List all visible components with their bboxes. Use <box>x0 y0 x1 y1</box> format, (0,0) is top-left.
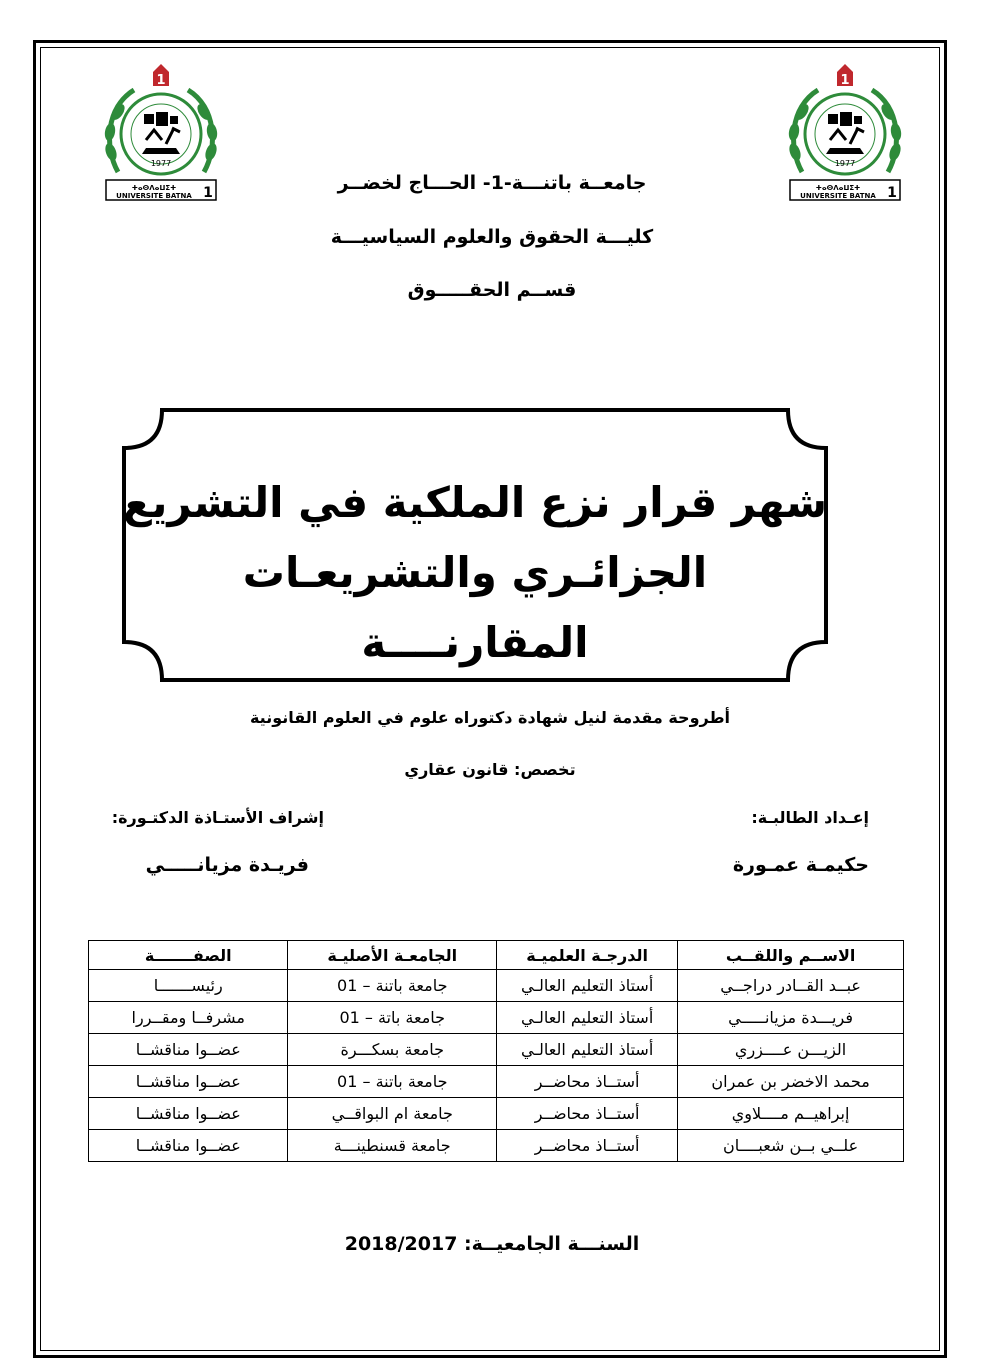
jury-rank: أستاذ التعليم العالـي <box>497 1034 678 1066</box>
table-row <box>89 1034 904 1066</box>
svg-text:1: 1 <box>156 73 166 88</box>
jury-university: جامعة باتة – 01 <box>288 1002 497 1034</box>
thesis-title-line-2: الجزائـري والتشريعـات المقارنــــة <box>242 548 708 667</box>
thesis-title-line-1: شهر قرار نزع الملكية في التشريع <box>122 478 828 527</box>
specialty: تخصص: قانون عقاري <box>404 760 576 779</box>
thesis-title <box>122 468 828 678</box>
table-row <box>89 970 904 1002</box>
jury-name: محمد الاخضر بن عمران <box>678 1066 904 1098</box>
svg-text:UNIVERSITE BATNA: UNIVERSITE BATNA <box>800 192 876 200</box>
jury-rank: أستــاذ محاضــر <box>497 1130 678 1162</box>
table-row <box>89 1130 904 1162</box>
jury-header-row <box>89 941 904 970</box>
jury-role: مشرفــا ومقــررا <box>89 1002 288 1034</box>
jury-university: جامعة بسكـــرة <box>288 1034 497 1066</box>
jury-role: عضــوا مناقشــا <box>89 1130 288 1162</box>
svg-text:1977: 1977 <box>834 159 856 168</box>
jury-name: إبراهيــم مــــلاوي <box>678 1098 904 1130</box>
jury-name: الزيـــن عــــزري <box>678 1034 904 1066</box>
svg-text:1: 1 <box>887 185 897 201</box>
header-name: الاســم واللقــب <box>678 941 904 970</box>
svg-text:ⵜⴰⵙⴷⴰⵡⵉⵜ: ⵜⴰⵙⴷⴰⵡⵉⵜ <box>815 184 861 192</box>
jury-name: فريـــدة مزيانـــــي <box>678 1002 904 1034</box>
jury-name: علــي بــن شعبــــان <box>678 1130 904 1162</box>
jury-role: عضــوا مناقشــا <box>89 1066 288 1098</box>
student-name: حكيمـة عمـورة <box>732 854 869 876</box>
table-row <box>89 1002 904 1034</box>
jury-rank: أستاذ التعليم العالـي <box>497 1002 678 1034</box>
header-university: الجامعـة الأصليـة <box>288 941 497 970</box>
svg-text:1: 1 <box>840 73 850 88</box>
svg-text:1: 1 <box>203 185 213 201</box>
jury-role: عضــوا مناقشــا <box>89 1098 288 1130</box>
svg-text:UNIVERSITE BATNA: UNIVERSITE BATNA <box>116 192 192 200</box>
jury-university: جامعة باتنة – 01 <box>288 1066 497 1098</box>
university-name: جامعــة باتنـــة-1- الحـــاج لخضــر <box>337 172 647 194</box>
jury-name: عبــد القــادر دراجــي <box>678 970 904 1002</box>
academic-year: السنـــة الجامعيــة: 2018/2017 <box>344 1233 640 1255</box>
table-row <box>89 1098 904 1130</box>
jury-rank: أستــاذ محاضــر <box>497 1066 678 1098</box>
svg-text:1977: 1977 <box>150 159 172 168</box>
jury-rank: أستاذ التعليم العالـي <box>497 970 678 1002</box>
supervisor-name: فريـدة مزيانـــــي <box>145 854 309 876</box>
table-row <box>89 1066 904 1098</box>
jury-university: جامعة قسنطينـــة <box>288 1130 497 1162</box>
header-role: الصفـــــــة <box>89 941 288 970</box>
jury-university: جامعة باتنة – 01 <box>288 970 497 1002</box>
jury-role: عضــوا مناقشــا <box>89 1034 288 1066</box>
faculty-name: كليـــة الحقوق والعلوم السياسيـــة <box>330 226 654 248</box>
jury-table <box>88 940 904 1162</box>
jury-university: جامعة ام البواقــي <box>288 1098 497 1130</box>
supervision-label: إشراف الأستـاذة الدكتـورة: <box>111 808 324 827</box>
jury-rank: أستــاذ محاضــر <box>497 1098 678 1130</box>
svg-text:ⵜⴰⵙⴷⴰⵡⵉⵜ: ⵜⴰⵙⴷⴰⵡⵉⵜ <box>131 184 177 192</box>
prepared-by-label: إعـداد الطالبـة: <box>751 808 869 827</box>
jury-role: رئيســـــــا <box>89 970 288 1002</box>
header-rank: الدرجـة العلميـة <box>497 941 678 970</box>
title-frame <box>122 408 828 682</box>
thesis-description: أطروحة مقدمة لنيل شهادة دكتوراه علوم في العلوم القانونية <box>249 708 731 727</box>
department-name: قســم الحقـــــوق <box>407 279 577 301</box>
